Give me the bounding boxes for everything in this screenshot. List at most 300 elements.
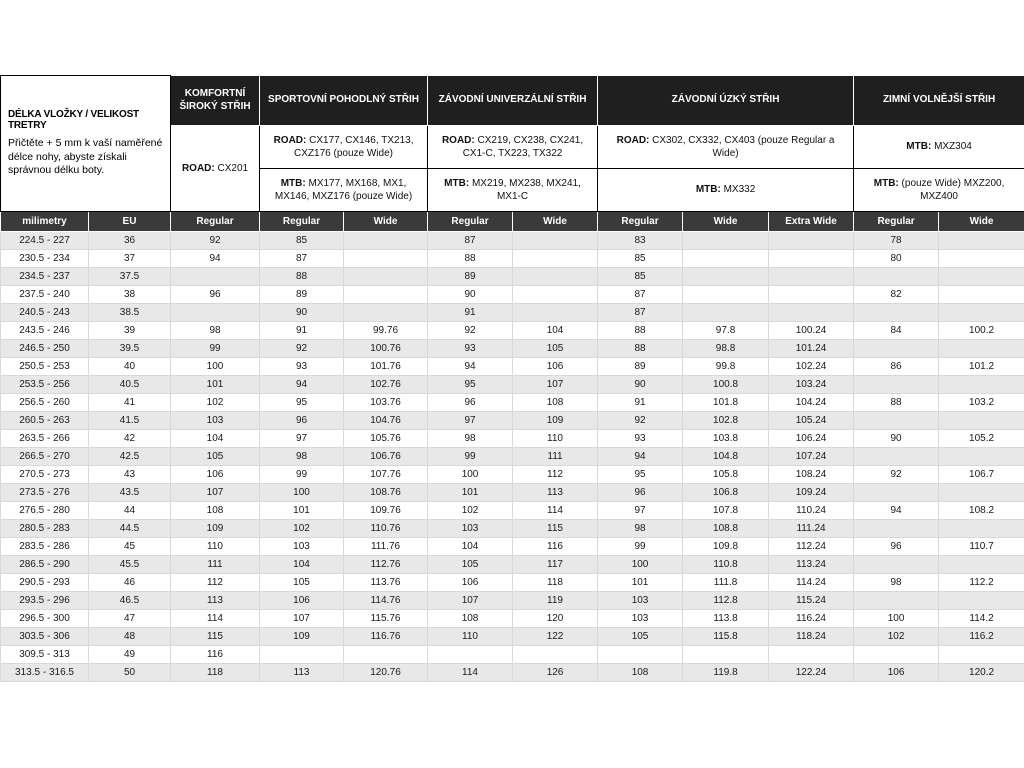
size-table-body — [1, 232, 1024, 682]
table-row — [1, 664, 1024, 682]
size-value-cell: 97 — [598, 502, 683, 520]
size-value-cell: 112.2 — [939, 574, 1024, 592]
size-value-cell — [854, 484, 939, 502]
table-row — [1, 286, 1024, 304]
size-value-cell: 98 — [854, 574, 939, 592]
table-row — [1, 466, 1024, 484]
mm-range-cell: 290.5 - 293 — [1, 574, 89, 592]
size-value-cell: 120.76 — [344, 664, 428, 682]
size-value-cell — [683, 286, 769, 304]
size-value-cell — [854, 268, 939, 286]
size-value-cell: 104.8 — [683, 448, 769, 466]
size-value-cell: 108 — [171, 502, 260, 520]
size-value-cell: 103 — [598, 592, 683, 610]
size-value-cell: 108 — [428, 610, 513, 628]
table-row — [1, 268, 1024, 286]
size-value-cell: 106 — [513, 358, 598, 376]
size-value-cell: 115 — [171, 628, 260, 646]
size-value-cell: 102 — [428, 502, 513, 520]
size-value-cell: 105.8 — [683, 466, 769, 484]
size-value-cell: 110.76 — [344, 520, 428, 538]
group-sportovni-pohodlny-strih: SPORTOVNÍ POHODLNÝ STŘIH — [260, 76, 428, 126]
size-value-cell: 106.24 — [769, 430, 854, 448]
size-value-cell: 101.76 — [344, 358, 428, 376]
eu-size-cell: 40 — [89, 358, 171, 376]
size-value-cell: 116.24 — [769, 610, 854, 628]
size-value-cell: 100.8 — [683, 376, 769, 394]
size-value-cell: 103 — [171, 412, 260, 430]
size-value-cell: 108.24 — [769, 466, 854, 484]
size-value-cell: 109 — [513, 412, 598, 430]
column-header-eu: EU — [89, 212, 171, 232]
size-value-cell: 113.76 — [344, 574, 428, 592]
mm-range-cell: 276.5 - 280 — [1, 502, 89, 520]
size-value-cell: 85 — [598, 250, 683, 268]
eu-size-cell: 39 — [89, 322, 171, 340]
size-value-cell: 105.24 — [769, 412, 854, 430]
eu-size-cell: 48 — [89, 628, 171, 646]
size-value-cell: 102.8 — [683, 412, 769, 430]
models-list: MX177, MX168, MX1, MX146, MXZ176 (pouze Wide) — [274, 177, 413, 202]
size-value-cell — [769, 232, 854, 250]
models-komfortni-road — [171, 126, 260, 212]
models-list: MX219, MX238, MX241, MX1-C — [471, 177, 581, 202]
column-header-milimetry: milimetry — [1, 212, 89, 232]
size-value-cell — [513, 304, 598, 322]
size-value-cell: 105 — [260, 574, 344, 592]
size-value-cell — [939, 484, 1024, 502]
mm-range-cell: 230.5 - 234 — [1, 250, 89, 268]
table-row — [1, 484, 1024, 502]
size-value-cell: 106.7 — [939, 466, 1024, 484]
size-value-cell: 89 — [428, 268, 513, 286]
size-value-cell — [854, 376, 939, 394]
table-title: DÉLKA VLOŽKY / VELIKOST TRETRY — [8, 109, 139, 132]
size-value-cell — [939, 556, 1024, 574]
size-value-cell: 110 — [428, 628, 513, 646]
size-value-cell — [513, 250, 598, 268]
size-value-cell — [683, 304, 769, 322]
size-value-cell — [939, 232, 1024, 250]
size-value-cell: 91 — [428, 304, 513, 322]
size-value-cell — [171, 268, 260, 286]
size-value-cell: 106 — [428, 574, 513, 592]
size-value-cell: 96 — [428, 394, 513, 412]
size-value-cell: 114 — [428, 664, 513, 682]
size-value-cell: 104.24 — [769, 394, 854, 412]
eu-size-cell: 50 — [89, 664, 171, 682]
models-list: CX302, CX332, CX403 (pouze Regular a Wide) — [652, 134, 835, 159]
mm-range-cell: 286.5 - 290 — [1, 556, 89, 574]
mm-range-cell: 280.5 - 283 — [1, 520, 89, 538]
table-row — [1, 412, 1024, 430]
size-value-cell: 113.8 — [683, 610, 769, 628]
size-value-cell: 109 — [171, 520, 260, 538]
size-value-cell: 108.8 — [683, 520, 769, 538]
size-value-cell: 97 — [428, 412, 513, 430]
eu-size-cell: 40.5 — [89, 376, 171, 394]
size-value-cell: 118.24 — [769, 628, 854, 646]
size-value-cell: 116.2 — [939, 628, 1024, 646]
size-value-cell: 93 — [260, 358, 344, 376]
eu-size-cell: 44.5 — [89, 520, 171, 538]
size-value-cell: 94 — [260, 376, 344, 394]
size-value-cell: 91 — [598, 394, 683, 412]
size-value-cell: 100 — [260, 484, 344, 502]
size-value-cell — [513, 268, 598, 286]
size-value-cell: 99 — [171, 340, 260, 358]
size-value-cell: 103.2 — [939, 394, 1024, 412]
eu-size-cell: 45 — [89, 538, 171, 556]
size-value-cell: 102.76 — [344, 376, 428, 394]
size-value-cell: 90 — [854, 430, 939, 448]
size-value-cell: 88 — [260, 268, 344, 286]
eu-size-cell: 39.5 — [89, 340, 171, 358]
mtb-label: MTB: — [444, 177, 470, 189]
size-value-cell: 85 — [598, 268, 683, 286]
size-value-cell: 113.24 — [769, 556, 854, 574]
mm-range-cell: 273.5 - 276 — [1, 484, 89, 502]
size-value-cell: 92 — [854, 466, 939, 484]
size-value-cell — [683, 250, 769, 268]
size-value-cell: 115.24 — [769, 592, 854, 610]
size-value-cell: 113 — [171, 592, 260, 610]
size-value-cell: 112.24 — [769, 538, 854, 556]
size-value-cell — [344, 250, 428, 268]
size-value-cell: 100 — [428, 466, 513, 484]
size-value-cell — [344, 268, 428, 286]
models-list: (pouze Wide) MXZ200, MXZ400 — [901, 177, 1005, 202]
size-value-cell: 107 — [171, 484, 260, 502]
eu-size-cell: 47 — [89, 610, 171, 628]
size-value-cell: 99.8 — [683, 358, 769, 376]
size-value-cell: 100 — [171, 358, 260, 376]
size-value-cell — [683, 646, 769, 664]
size-value-cell: 97 — [260, 430, 344, 448]
mm-range-cell: 240.5 - 243 — [1, 304, 89, 322]
size-value-cell: 116 — [171, 646, 260, 664]
road-label: ROAD: — [181, 162, 215, 174]
column-header-wide: Wide — [939, 212, 1024, 232]
size-value-cell: 99 — [260, 466, 344, 484]
size-value-cell: 88 — [598, 322, 683, 340]
models-zavodni-univerzalni-mtb — [428, 169, 598, 212]
size-value-cell: 107.24 — [769, 448, 854, 466]
size-value-cell: 92 — [260, 340, 344, 358]
mm-range-cell: 243.5 - 246 — [1, 322, 89, 340]
road-label: ROAD: — [616, 134, 650, 146]
eu-size-cell: 49 — [89, 646, 171, 664]
column-header-regular: Regular — [260, 212, 344, 232]
size-value-cell: 99 — [428, 448, 513, 466]
size-value-cell: 108 — [598, 664, 683, 682]
size-value-cell — [683, 268, 769, 286]
size-value-cell — [939, 286, 1024, 304]
size-value-cell: 105 — [428, 556, 513, 574]
size-value-cell: 103 — [428, 520, 513, 538]
size-value-cell: 88 — [428, 250, 513, 268]
table-row — [1, 574, 1024, 592]
size-value-cell: 101 — [598, 574, 683, 592]
models-list: CX219, CX238, CX241, CX1-C, TX223, TX322 — [462, 134, 584, 159]
size-value-cell: 102.24 — [769, 358, 854, 376]
table-row — [1, 304, 1024, 322]
size-value-cell — [854, 448, 939, 466]
size-value-cell: 110.7 — [939, 538, 1024, 556]
size-value-cell: 98.8 — [683, 340, 769, 358]
size-value-cell: 100 — [854, 610, 939, 628]
size-value-cell: 111 — [171, 556, 260, 574]
size-value-cell: 91 — [260, 322, 344, 340]
table-header — [1, 76, 1024, 232]
size-value-cell: 111.8 — [683, 574, 769, 592]
size-value-cell: 115.76 — [344, 610, 428, 628]
size-value-cell: 108 — [513, 394, 598, 412]
size-value-cell: 101.24 — [769, 340, 854, 358]
size-value-cell: 105 — [598, 628, 683, 646]
size-value-cell: 105.76 — [344, 430, 428, 448]
models-zimni-mtb-2 — [854, 169, 1024, 212]
size-value-cell — [939, 250, 1024, 268]
size-value-cell: 103.76 — [344, 394, 428, 412]
road-label: ROAD: — [441, 134, 475, 146]
table-row — [1, 556, 1024, 574]
size-value-cell: 103 — [260, 538, 344, 556]
mm-range-cell: 246.5 - 250 — [1, 340, 89, 358]
size-value-cell: 104 — [171, 430, 260, 448]
eu-size-cell: 41 — [89, 394, 171, 412]
size-value-cell — [344, 286, 428, 304]
size-value-cell: 108.76 — [344, 484, 428, 502]
size-value-cell: 106.76 — [344, 448, 428, 466]
column-header-regular: Regular — [171, 212, 260, 232]
size-value-cell: 113 — [260, 664, 344, 682]
table-row — [1, 322, 1024, 340]
size-value-cell: 100.2 — [939, 322, 1024, 340]
mm-range-cell: 224.5 - 227 — [1, 232, 89, 250]
column-header-regular: Regular — [428, 212, 513, 232]
size-value-cell: 119 — [513, 592, 598, 610]
mm-range-cell: 263.5 - 266 — [1, 430, 89, 448]
size-value-cell: 120 — [513, 610, 598, 628]
mm-range-cell: 234.5 - 237 — [1, 268, 89, 286]
size-value-cell: 93 — [428, 340, 513, 358]
size-value-cell: 107.8 — [683, 502, 769, 520]
size-value-cell: 86 — [854, 358, 939, 376]
size-value-cell — [171, 304, 260, 322]
models-list: CX177, CX146, TX213, CXZ176 (pouze Wide) — [294, 134, 414, 159]
size-value-cell: 106 — [260, 592, 344, 610]
size-value-cell — [854, 304, 939, 322]
size-value-cell: 105.2 — [939, 430, 1024, 448]
eu-size-cell: 41.5 — [89, 412, 171, 430]
size-value-cell: 96 — [854, 538, 939, 556]
size-value-cell — [854, 556, 939, 574]
models-zimni-mtb-1 — [854, 126, 1024, 169]
size-value-cell: 92 — [171, 232, 260, 250]
size-value-cell: 94 — [854, 502, 939, 520]
size-value-cell: 112 — [513, 466, 598, 484]
table-row — [1, 448, 1024, 466]
size-value-cell — [513, 646, 598, 664]
size-value-cell: 109.24 — [769, 484, 854, 502]
size-value-cell: 111 — [513, 448, 598, 466]
table-row — [1, 394, 1024, 412]
size-value-cell: 114 — [513, 502, 598, 520]
table-row — [1, 430, 1024, 448]
size-value-cell: 98 — [598, 520, 683, 538]
size-value-cell: 98 — [260, 448, 344, 466]
size-value-cell: 104.76 — [344, 412, 428, 430]
size-value-cell: 78 — [854, 232, 939, 250]
size-value-cell — [513, 286, 598, 304]
size-value-cell: 92 — [428, 322, 513, 340]
size-value-cell: 103 — [598, 610, 683, 628]
mm-range-cell: 296.5 - 300 — [1, 610, 89, 628]
size-value-cell: 114.2 — [939, 610, 1024, 628]
size-value-cell — [939, 448, 1024, 466]
size-value-cell — [769, 646, 854, 664]
size-value-cell — [513, 232, 598, 250]
mm-range-cell: 237.5 - 240 — [1, 286, 89, 304]
eu-size-cell: 43 — [89, 466, 171, 484]
size-value-cell — [683, 232, 769, 250]
eu-size-cell: 37.5 — [89, 268, 171, 286]
road-label: ROAD: — [273, 134, 307, 146]
size-value-cell: 90 — [598, 376, 683, 394]
column-header-wide: Wide — [513, 212, 598, 232]
mm-range-cell: 303.5 - 306 — [1, 628, 89, 646]
group-header-row — [1, 76, 1024, 126]
size-value-cell: 107 — [260, 610, 344, 628]
eu-size-cell: 42 — [89, 430, 171, 448]
size-value-cell — [854, 340, 939, 358]
size-value-cell: 103.8 — [683, 430, 769, 448]
size-value-cell — [939, 592, 1024, 610]
size-value-cell — [854, 412, 939, 430]
size-value-cell — [939, 304, 1024, 322]
size-value-cell: 116 — [513, 538, 598, 556]
size-value-cell: 90 — [428, 286, 513, 304]
mm-range-cell: 266.5 - 270 — [1, 448, 89, 466]
table-description: Přičtěte + 5 mm k vaší naměřené délce nohy, abyste získali správnou délku boty. — [8, 137, 163, 177]
table-row — [1, 502, 1024, 520]
size-value-cell: 114 — [171, 610, 260, 628]
size-value-cell: 93 — [598, 430, 683, 448]
mm-range-cell: 309.5 - 313 — [1, 646, 89, 664]
table-row — [1, 250, 1024, 268]
size-value-cell: 106 — [171, 466, 260, 484]
size-value-cell: 104 — [428, 538, 513, 556]
models-list: MX332 — [723, 184, 756, 196]
size-value-cell: 89 — [260, 286, 344, 304]
models-zavodni-uzky-road — [598, 126, 854, 169]
size-value-cell: 97.8 — [683, 322, 769, 340]
group-zimni-volnejsi-strih: ZIMNÍ VOLNĚJŠÍ STŘIH — [854, 76, 1024, 126]
size-value-cell: 107 — [513, 376, 598, 394]
size-value-cell — [939, 520, 1024, 538]
column-header-row — [1, 212, 1024, 232]
group-zavodni-uzky-strih: ZÁVODNÍ ÚZKÝ STŘIH — [598, 76, 854, 126]
size-value-cell: 88 — [854, 394, 939, 412]
mm-range-cell: 256.5 - 260 — [1, 394, 89, 412]
size-value-cell: 119.8 — [683, 664, 769, 682]
models-sportovni-mtb — [260, 169, 428, 212]
models-list: MXZ304 — [934, 141, 972, 153]
eu-size-cell: 38 — [89, 286, 171, 304]
size-value-cell: 104 — [260, 556, 344, 574]
size-value-cell: 105 — [513, 340, 598, 358]
size-chart-table — [0, 75, 1024, 682]
table-row — [1, 646, 1024, 664]
size-value-cell: 84 — [854, 322, 939, 340]
size-value-cell: 101 — [171, 376, 260, 394]
table-row — [1, 628, 1024, 646]
size-value-cell: 110.24 — [769, 502, 854, 520]
size-value-cell: 87 — [598, 304, 683, 322]
mm-range-cell: 253.5 - 256 — [1, 376, 89, 394]
size-value-cell: 120.2 — [939, 664, 1024, 682]
eu-size-cell: 36 — [89, 232, 171, 250]
mtb-label: MTB: — [695, 184, 721, 196]
table-row — [1, 538, 1024, 556]
size-value-cell: 115 — [513, 520, 598, 538]
size-value-cell: 95 — [598, 466, 683, 484]
mm-range-cell: 270.5 - 273 — [1, 466, 89, 484]
size-value-cell: 109.76 — [344, 502, 428, 520]
size-value-cell — [854, 592, 939, 610]
size-value-cell: 107 — [428, 592, 513, 610]
size-value-cell: 101 — [428, 484, 513, 502]
size-value-cell — [598, 646, 683, 664]
group-zavodni-univerzalni-strih: ZÁVODNÍ UNIVERZÁLNÍ STŘIH — [428, 76, 598, 126]
table-row — [1, 232, 1024, 250]
size-value-cell: 106.8 — [683, 484, 769, 502]
eu-size-cell: 42.5 — [89, 448, 171, 466]
size-value-cell: 101.2 — [939, 358, 1024, 376]
column-header-wide: Wide — [344, 212, 428, 232]
size-value-cell: 122 — [513, 628, 598, 646]
size-value-cell: 107.76 — [344, 466, 428, 484]
size-value-cell: 83 — [598, 232, 683, 250]
size-value-cell: 96 — [598, 484, 683, 502]
size-value-cell: 115.8 — [683, 628, 769, 646]
size-value-cell: 110 — [513, 430, 598, 448]
eu-size-cell: 46 — [89, 574, 171, 592]
size-value-cell: 110 — [171, 538, 260, 556]
size-value-cell: 99 — [598, 538, 683, 556]
size-value-cell: 114.76 — [344, 592, 428, 610]
size-value-cell — [428, 646, 513, 664]
size-value-cell: 110.8 — [683, 556, 769, 574]
size-value-cell: 102 — [260, 520, 344, 538]
table-row — [1, 610, 1024, 628]
size-value-cell: 100.24 — [769, 322, 854, 340]
mtb-label: MTB: — [280, 177, 306, 189]
size-value-cell: 109 — [260, 628, 344, 646]
size-value-cell — [939, 412, 1024, 430]
size-value-cell — [939, 646, 1024, 664]
size-value-cell: 118 — [171, 664, 260, 682]
column-header-regular: Regular — [854, 212, 939, 232]
size-value-cell: 87 — [260, 250, 344, 268]
size-value-cell: 108.2 — [939, 502, 1024, 520]
size-value-cell: 99.76 — [344, 322, 428, 340]
models-sportovni-road — [260, 126, 428, 169]
size-value-cell: 122.24 — [769, 664, 854, 682]
size-value-cell: 98 — [428, 430, 513, 448]
size-value-cell: 112.76 — [344, 556, 428, 574]
